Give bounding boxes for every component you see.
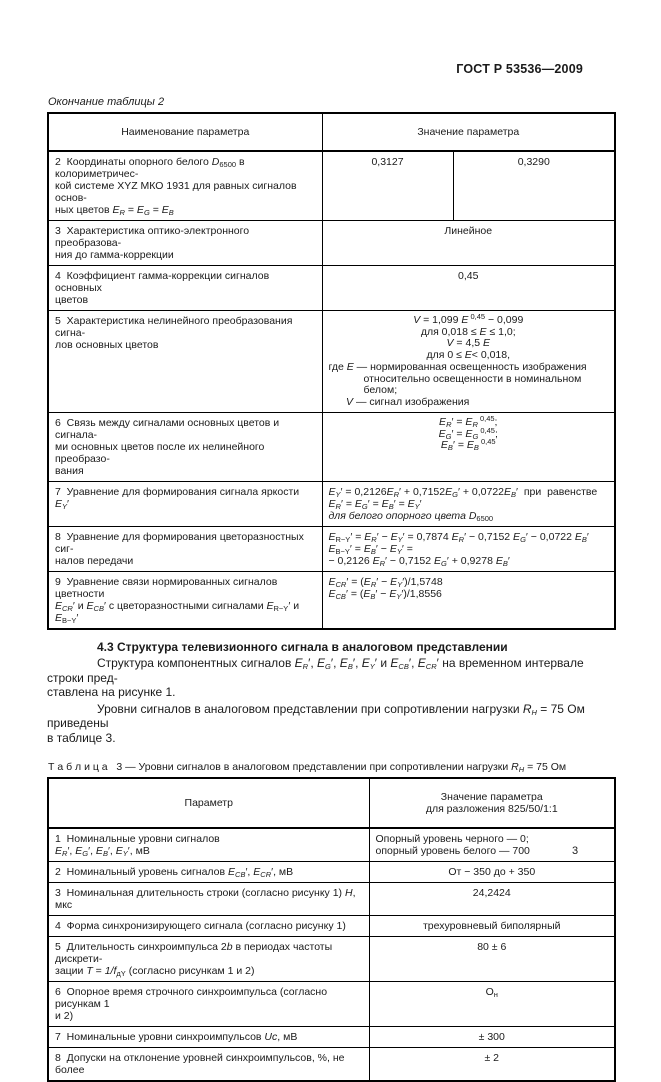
table-row bbox=[48, 527, 615, 572]
param-value-cell: От − 350 до + 350 bbox=[369, 862, 615, 883]
param-value-cell: $E_{R-Y}' = E_R' - E_Y' = 0,7874$ $E_R' - 0,7152$ $E_G' - 0,0722$ $E_B'$ $E_{B-Y}' = E_B' - E_Y'$ = − 0,2126 $E_R' - 0,7152$ $E_G' + 0,9278$ $E_B'$ bbox=[322, 527, 615, 572]
param-name-cell: 6 Связь между сигналами основных цветов и сигнала- ми основных цветов после их нелинейного преобразо- вания bbox=[48, 413, 322, 482]
param-value-cell: $E_Y' = 0,2126E_R' + 0,7152E_G' + 0,0722E_B'$ при равенстве $E_R' = E_G' = E_B' = E_Y'$ для белого опорного цвета $D_{6500}$ bbox=[322, 482, 615, 527]
table-row bbox=[48, 266, 615, 311]
standard-reference: ГОСТ Р 53536—2009 bbox=[456, 62, 583, 76]
param-value-cell: ± 300 bbox=[369, 1027, 615, 1048]
table-row bbox=[48, 883, 615, 916]
table3 bbox=[47, 777, 616, 1082]
table-row bbox=[48, 311, 615, 413]
param-name-cell: 9 Уравнение связи нормированных сигналов цветности $E_{CR}'$ и $E_{CB}'$ с цветоразностными сигналами $E_{R-Y}'$ и $E_{B-Y}'$ bbox=[48, 572, 322, 630]
param-value-cell: 0,3127 bbox=[322, 151, 453, 221]
table-row bbox=[48, 982, 615, 1027]
param-name-cell: 3 Характеристика оптико-электронного преобразова- ния до гамма-коррекции bbox=[48, 221, 322, 266]
param-name-cell: 1 Номинальные уровни сигналов $E_R'$, $E_G'$, $E_B'$, $E_Y'$, мВ bbox=[48, 828, 369, 862]
table-row bbox=[48, 1027, 615, 1048]
table2-header-row bbox=[48, 113, 615, 151]
table-row bbox=[48, 221, 615, 266]
param-value-cell: $E_{CR}' = (E_R' - E_Y')/1,5748$ $E_{CB}' = (E_B' - E_Y')/1,8556$ bbox=[322, 572, 615, 630]
table3-header-value: Значение параметра для разложения 825/50/1:1 bbox=[369, 778, 615, 828]
param-value-cell: 24,2424 bbox=[369, 883, 615, 916]
table-row bbox=[48, 916, 615, 937]
param-name-cell: 8 Уравнение для формирования цветоразностных сиг- налов передачи bbox=[48, 527, 322, 572]
table-row bbox=[48, 151, 615, 221]
param-name-cell: 2 Координаты опорного белого $D_{6500}$ в колориметричес- кой системе XYZ МКО 1931 для равных сигналов основ- ных цветов $E_R = E_G = E_B$ bbox=[48, 151, 322, 221]
table2-continuation-label: Окончание таблицы 2 bbox=[48, 96, 165, 108]
table3-header-name: Параметр bbox=[48, 778, 369, 828]
table2 bbox=[47, 112, 616, 630]
param-value-cell: ± 2 bbox=[369, 1048, 615, 1082]
param-name-cell: 5 Длительность синхроимпульса 2b в периодах частоты дискрети- зации $T = 1/f_{дY}$ (согласно рисункам 1 и 2) bbox=[48, 937, 369, 982]
param-name-cell: 7 Уравнение для формирования сигнала яркости $E_Y'$ bbox=[48, 482, 322, 527]
param-name-cell: 5 Характеристика нелинейного преобразования сигна- лов основных цветов bbox=[48, 311, 322, 413]
page-content bbox=[47, 96, 614, 1082]
table3-caption: Т а б л и ц а 3 — Уровни сигналов в аналоговом представлении при сопротивлении нагрузки $R_Н = 75$ Ом bbox=[48, 761, 567, 774]
table-row bbox=[48, 862, 615, 883]
table2-header-value: Значение параметра bbox=[322, 113, 615, 151]
param-name-cell: 6 Опорное время строчного синхроимпульса (согласно рисункам 1 и 2) bbox=[48, 982, 369, 1027]
section-heading: 4.3 Структура телевизионного сигнала в аналоговом представлении bbox=[97, 640, 508, 654]
formula-block: V = 1,099 E $^{0,45}$ − 0,099 для 0,018 ≤ E ≤ 1,0; V = 4,5 E для 0 ≤ E< 0,018, bbox=[413, 312, 524, 361]
param-value-cell: $О_н$ bbox=[369, 982, 615, 1027]
formula-note: где E — нормированная освещенность изображения относительно освещенности в номинальном белом; V — сигнал изображения bbox=[328, 361, 587, 408]
table-row bbox=[48, 1048, 615, 1082]
param-value-cell: трехуровневый биполярный bbox=[369, 916, 615, 937]
param-value-cell: Опорный уровень черного — 0; опорный уровень белого — 700 bbox=[369, 828, 615, 862]
table-row bbox=[48, 413, 615, 482]
param-name-cell: 4 Коэффициент гамма-коррекции сигналов основных цветов bbox=[48, 266, 322, 311]
param-name-cell: 3 Номинальная длительность строки (согласно рисунку 1) H, мкс bbox=[48, 883, 369, 916]
paragraph-2: Уровни сигналов в аналоговом представлении при сопротивлении нагрузки $R_Н = 75$ Ом приведены в таблице 3. bbox=[47, 701, 585, 745]
table2-header-name: Наименование параметра bbox=[48, 113, 322, 151]
formula-block: $E_R' = E_R$ $^{0,45}$; $E_G' = E_G$ $^{0,45}$; $E_B' = E_B$ $^{0,45}$ bbox=[438, 414, 498, 452]
table-row bbox=[48, 572, 615, 630]
table-row bbox=[48, 937, 615, 982]
table3-header-row bbox=[48, 778, 615, 828]
table-row bbox=[48, 482, 615, 527]
page-number: 3 bbox=[572, 845, 579, 857]
param-name-cell: 2 Номинальный уровень сигналов $E_{CB}'$, $E_{CR}'$, мВ bbox=[48, 862, 369, 883]
param-value-cell: 0,45 bbox=[322, 266, 615, 311]
param-name-cell: 4 Форма синхронизирующего сигнала (согласно рисунку 1) bbox=[48, 916, 369, 937]
param-value-cell: 0,3290 bbox=[453, 151, 615, 221]
paragraph-1: Структура компонентных сигналов $E_R'$, $E_G'$, $E_B'$, $E_Y'$ и $E_{CB}'$, $E_{CR}'$ на временном интервале строки пред- ставлена на рисунке 1. bbox=[47, 656, 584, 699]
param-value-cell: 80 ± 6 bbox=[369, 937, 615, 982]
param-name-cell: 7 Номинальные уровни синхроимпульсов Uc, мВ bbox=[48, 1027, 369, 1048]
param-value-cell: Линейное bbox=[322, 221, 615, 266]
param-value-cell bbox=[322, 311, 615, 413]
param-name-cell: 8 Допуски на отклонение уровней синхроимпульсов, %, не более bbox=[48, 1048, 369, 1082]
table-row bbox=[48, 828, 615, 862]
